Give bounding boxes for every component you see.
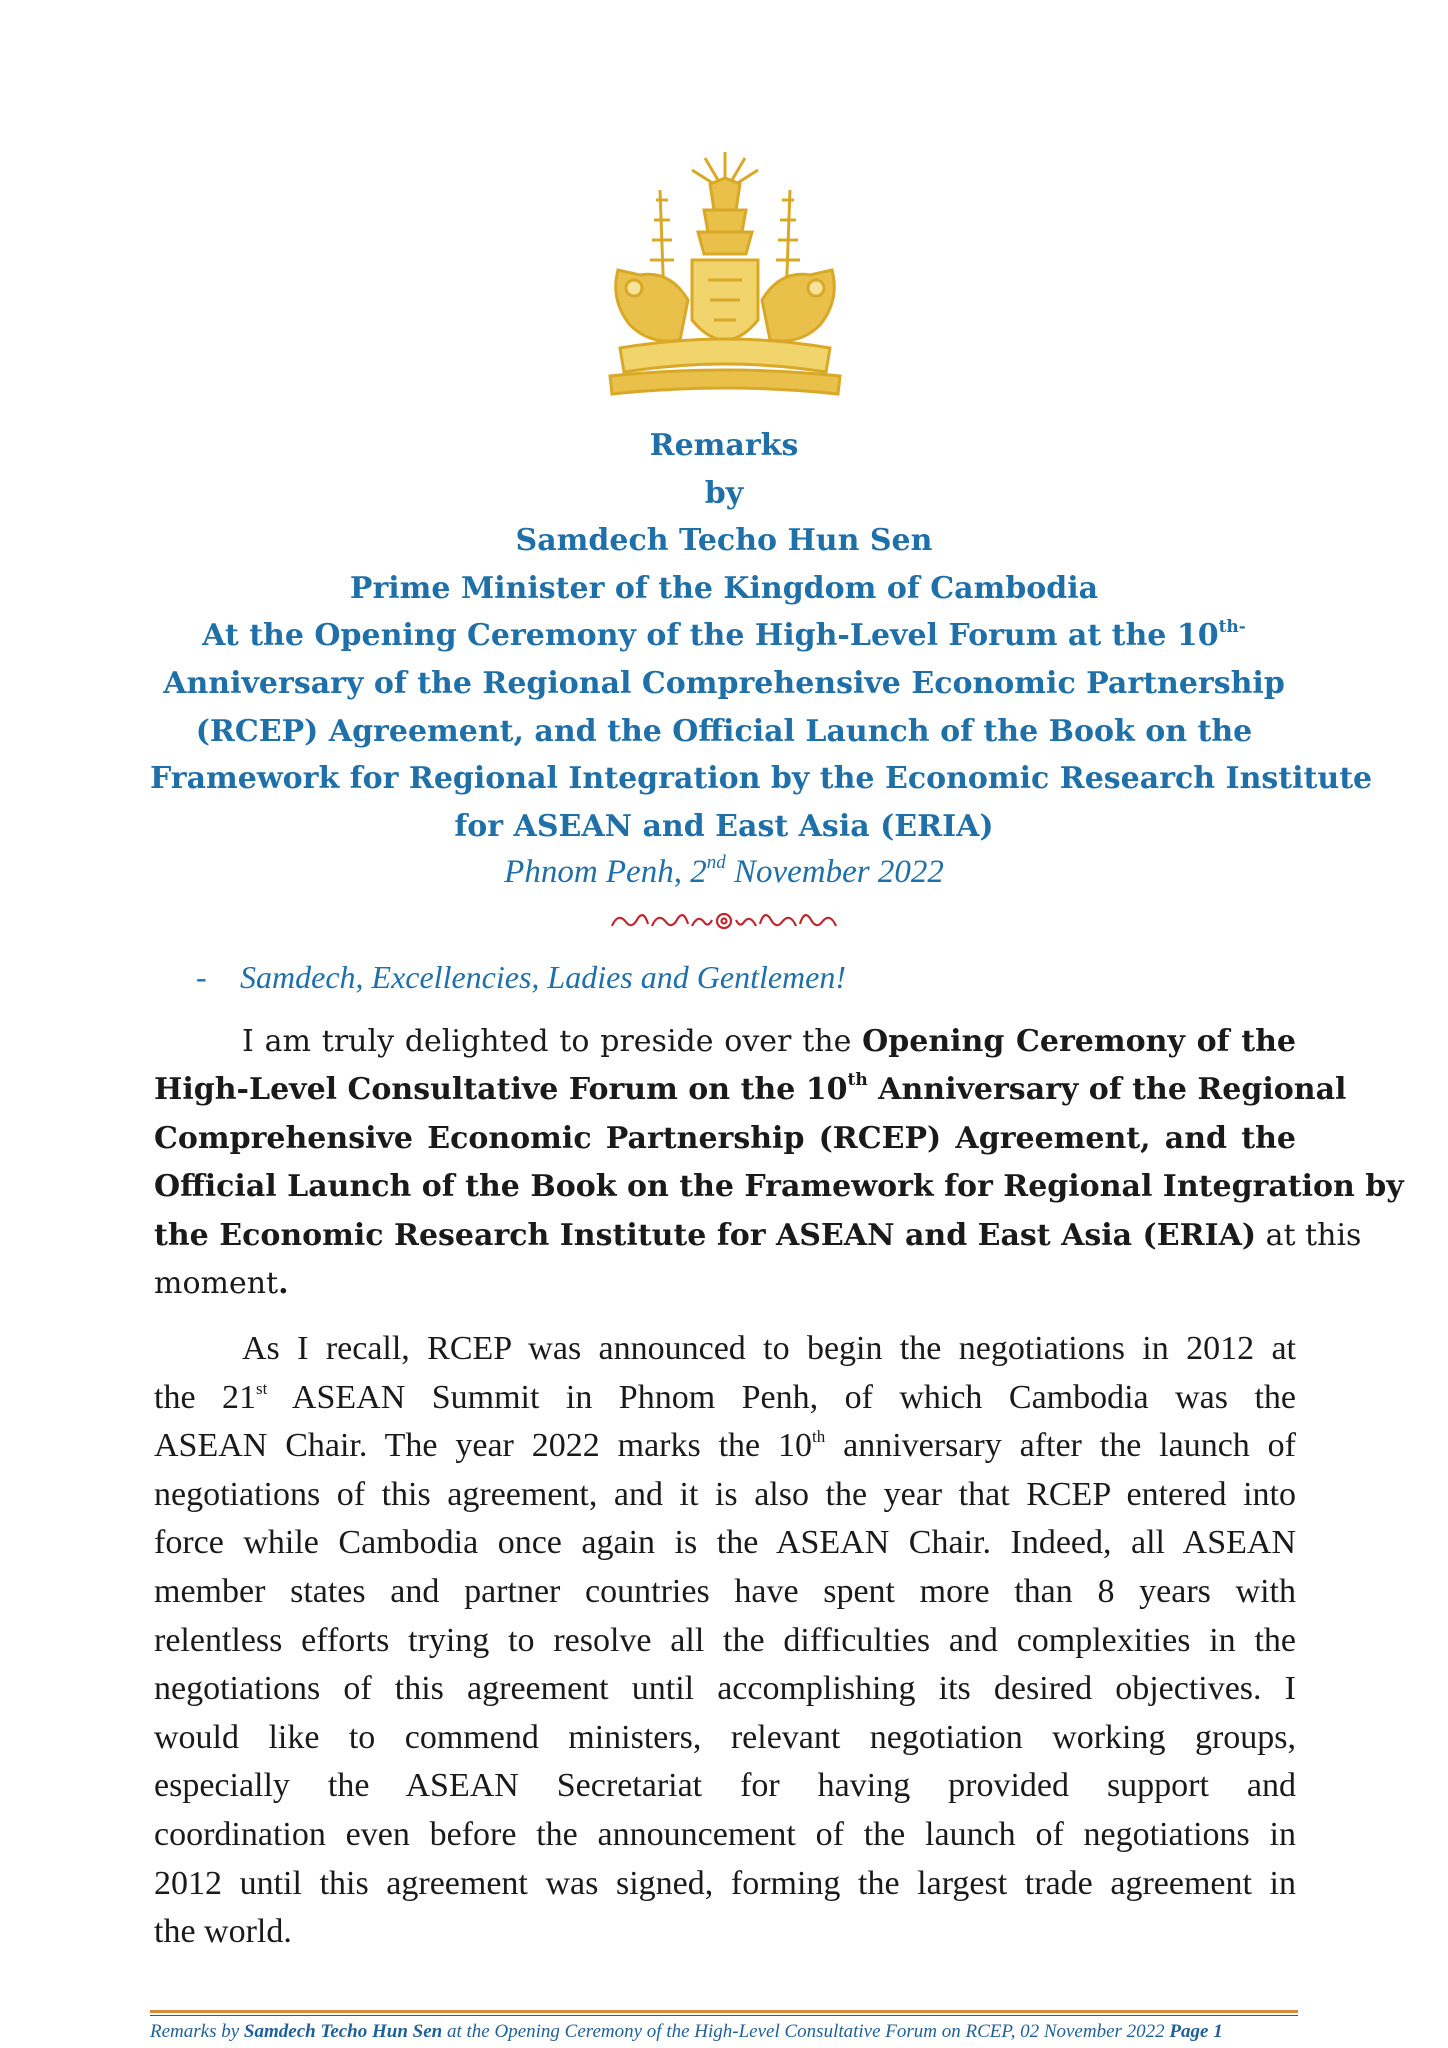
title-event-line: for ASEAN and East Asia (ERIA) [454, 808, 994, 844]
footer-rule [150, 2015, 1298, 2016]
footer-rule [150, 2010, 1298, 2013]
paragraph-opening: I am truly delighted to preside over the Opening Ceremony of the High-Level Consultative Forum on the 10th Anniversary of the Regional Comprehensive Economic Partnership (RCEP) Agreement, and the Official Launch of the Book on the Framework for Regional Integration by the Economic Research Institute for ASEAN and East Asia (ERIA) at this moment. [154, 1024, 1404, 1302]
title-block [150, 422, 1373, 850]
page-number: Page 1 [1169, 2021, 1223, 2042]
khmer-ornament-divider-icon [604, 906, 844, 936]
title-by: by [704, 475, 744, 511]
title-event-line: Framework for Regional Integration by the Economic Research Institute [150, 761, 1373, 797]
title-event-line: Anniversary of the Regional Comprehensive Economic Partnership [163, 665, 1285, 701]
title-position: Prime Minister of the Kingdom of Cambodia [349, 570, 1099, 606]
title-event-line: At the Opening Ceremony of the High-Level Forum at the $10^{th-}$ [202, 617, 1246, 654]
salutation: - Samdech, Excellencies, Ladies and Gentlemen! [196, 959, 847, 995]
title-remarks: Remarks [649, 428, 799, 463]
title-event-line: (RCEP) Agreement, and the Official Launch of the Book on the [195, 713, 1253, 749]
royal-arms-emblem-icon [600, 150, 850, 398]
title-speaker: Samdech Techo Hun Sen [515, 523, 933, 559]
page-footer: Remarks by Samdech Techo Hun Sen at the Opening Ceremony of the High-Level Consultative Forum on RCEP, 02 November 2022 Page 1 [150, 2021, 1223, 2042]
date-place: Phnom Penh, 2nd November 2022 [504, 852, 944, 890]
paragraph-rcep-history: As I recall, RCEP was announced to begin the negotiations in 2012 at the 21st ASEAN Summit in Phnom Penh, of which Cambodia was the ASEAN Chair. The year 2022 marks the 10th anniversary after the launch of negotiations of this agreement, and it is also the year that RCEP entered into force while Cambodia once again is the ASEAN Chair. Indeed, all ASEAN member states and partner countries have spent more than 8 years with relentless efforts trying to resolve all the difficulties and complexities in the negotiations of this agreement until accomplishing its desired objectives. I would like to commend ministers, relevant negotiation working groups, especially the ASEAN Secretariat for having provided support and coordination even before the announcement of the launch of negotiations in 2012 until this agreement was signed, forming the largest trade agreement in the world. [154, 1330, 1296, 1951]
